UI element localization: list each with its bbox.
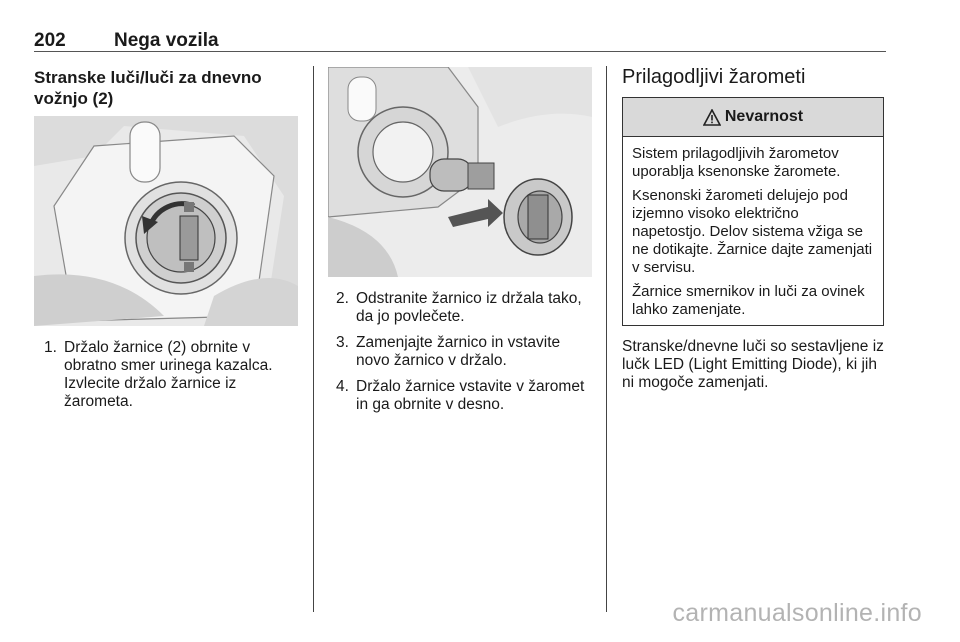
list-item (336, 290, 598, 326)
page-header (34, 28, 886, 52)
warning-paragraph: Ksenonski žarometi delujejo pod izjemno visoko električno napetostjo. Delov sistema vžiga se ne dotikajte. Žarnice dajte zamenjati v servisu. (632, 187, 873, 276)
warning-triangle-icon (703, 109, 721, 126)
step-text: Zamenjajte žarnico in vstavite novo žarnico v držalo. (356, 334, 561, 369)
column-divider-left (313, 66, 314, 612)
watermark: carmanualsonline.info (672, 599, 922, 627)
danger-warning-box (622, 97, 884, 326)
warning-paragraph: Žarnice smernikov in luči za ovinek lahko zamenjate. (632, 283, 865, 318)
section-title: Nega vozila (114, 30, 219, 51)
step-list-2 (336, 290, 598, 422)
headlamp-illustration-2 (328, 67, 592, 277)
step-text: Držalo žarnice (2) obrnite v obratno smer urinega kazalca. Izvlecite držalo žarnice iz žarometa. (64, 339, 273, 410)
step-number: 2. (336, 290, 349, 307)
headlamp-illustration-1 (34, 116, 298, 326)
list-item (44, 339, 294, 411)
warning-paragraph: Sistem prilagodljivih žarometov uporablja ksenonske žaromete. (632, 145, 841, 180)
subsection-title: Stranske luči/luči za dnevno vožnjo (2) (34, 68, 262, 108)
list-item (336, 378, 598, 414)
warning-body (623, 137, 883, 319)
bulb-removal-drawing (328, 67, 592, 277)
step-list-1 (44, 339, 294, 419)
step-number: 1. (44, 339, 57, 356)
step-text: Držalo žarnice vstavite v žaromet in ga obrnite v desno. (356, 378, 585, 413)
page-number: 202 (34, 30, 66, 51)
column-divider-right (606, 66, 607, 612)
bulb-holder-rotate-drawing (34, 116, 298, 326)
step-text: Odstranite žarnico iz držala tako, da jo povlečete. (356, 290, 582, 325)
warning-header (623, 98, 883, 137)
led-info-text: Stranske/dnevne luči so sestavljene iz lučk LED (Light Emitting Diode), ki jih ni mogoče zamenjati. (622, 338, 884, 391)
step-number: 3. (336, 334, 349, 351)
warning-label: Nevarnost (724, 108, 804, 125)
subsection-title-adaptive: Prilagodljivi žarometi (622, 66, 806, 88)
step-number: 4. (336, 378, 349, 395)
list-item (336, 334, 598, 370)
